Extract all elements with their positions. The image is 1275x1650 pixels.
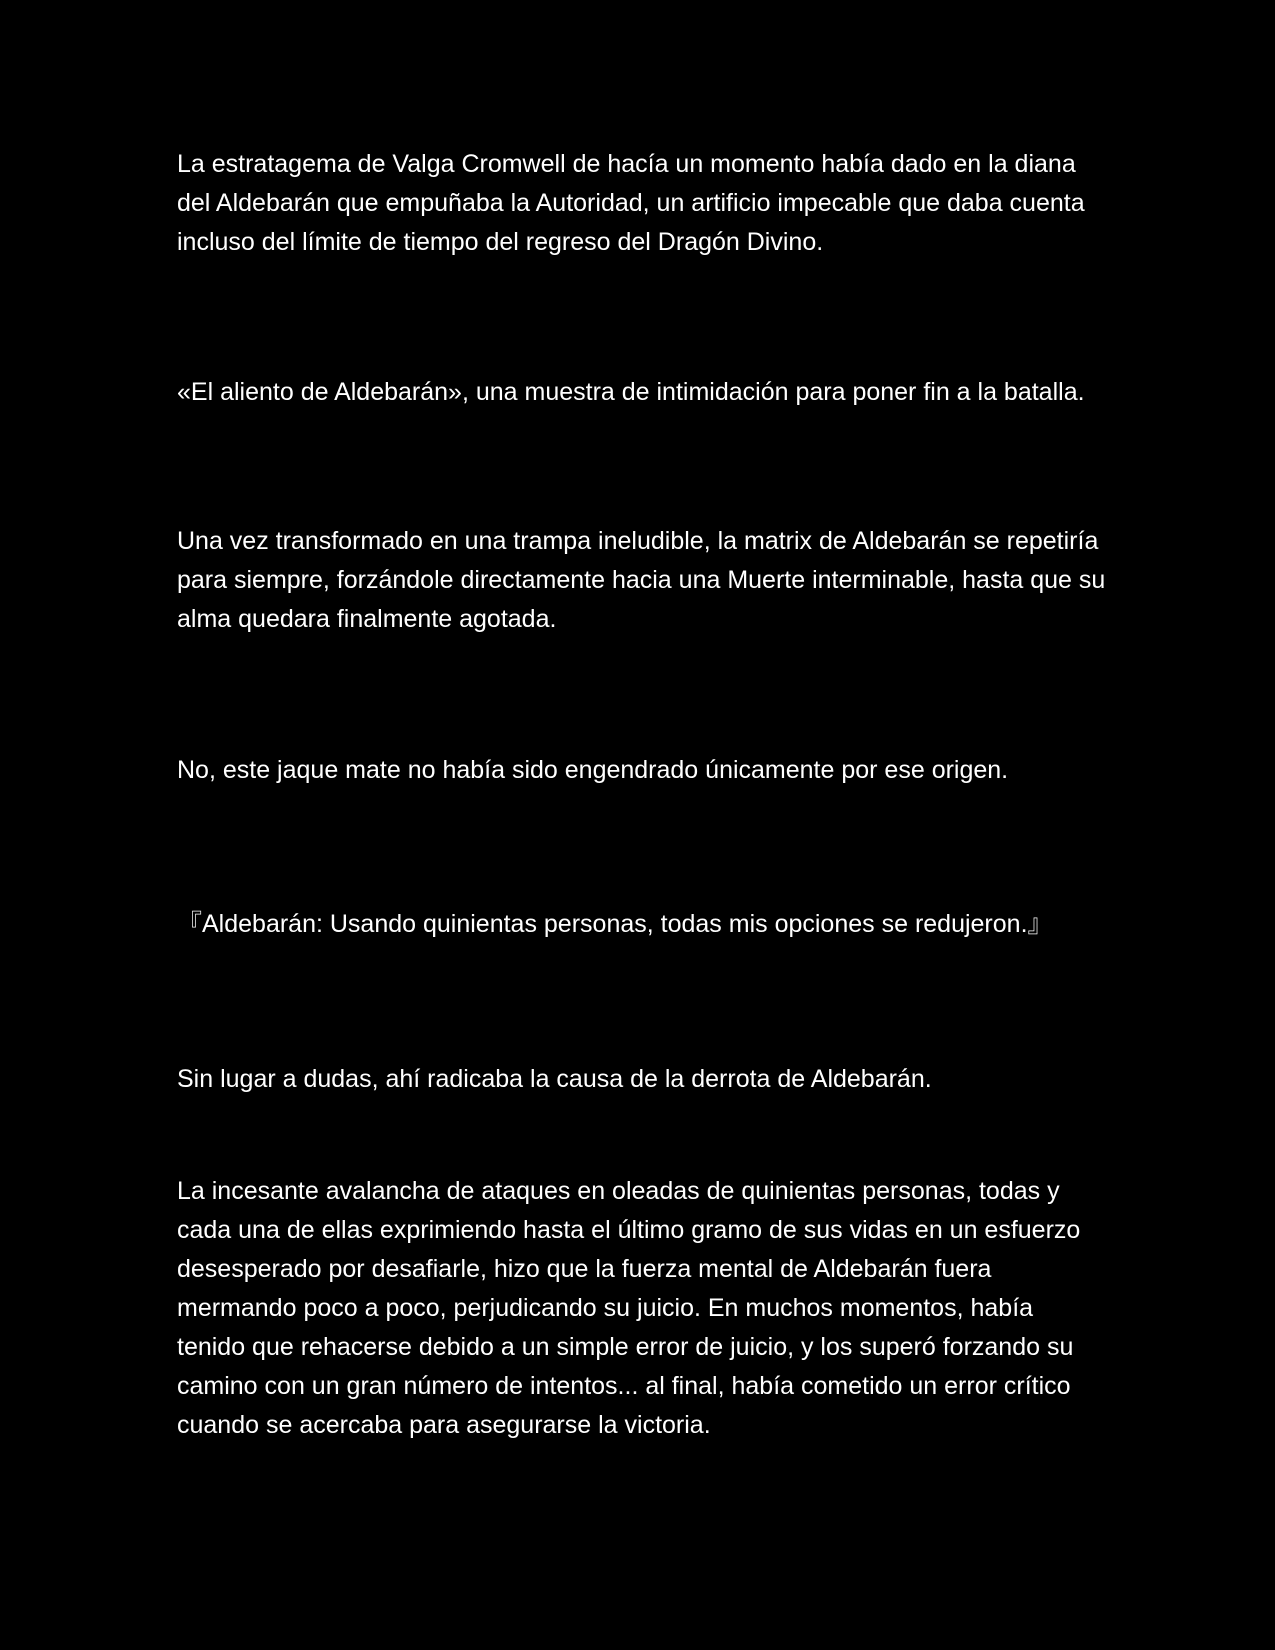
paragraph-2: «El aliento de Aldebarán», una muestra de intimidación para poner fin a la batalla. [177, 378, 1085, 406]
paragraph-5-dialogue: 『Aldebarán: Usando quinientas personas, todas mis opciones se redujeron.』 [177, 910, 1053, 938]
paragraph-3: Una vez transformado en una trampa ineludible, la matrix de Aldebarán se repetiría para siempre, forzándole directamente hacia una Muerte interminable, hasta que su alma quedara finalmente agotada. [177, 527, 1106, 633]
paragraph-1: La estratagema de Valga Cromwell de hacía un momento había dado en la diana del Aldebarán que empuñaba la Autoridad, un artificio impecable que daba cuenta incluso del límite de tiempo del regreso del Dragón Divino. [177, 150, 1085, 256]
paragraph-4: No, este jaque mate no había sido engendrado únicamente por ese origen. [177, 756, 1009, 784]
paragraph-6: Sin lugar a dudas, ahí radicaba la causa de la derrota de Aldebarán. [177, 1065, 932, 1093]
paragraph-7: La incesante avalancha de ataques en oleadas de quinientas personas, todas y cada una de ellas exprimiendo hasta el último gramo de sus vidas en un esfuerzo desesperado por desafiarle, hizo que la fuerza mental de Aldebarán fuera mermando poco a poco, perjudicando su juicio. En muchos momentos, había tenido que rehacerse debido a un simple error de juicio, y los superó forzando su camino con un gran número de intentos... al final, había cometido un error crítico cuando se acercaba para asegurarse la victoria. [177, 1177, 1081, 1439]
